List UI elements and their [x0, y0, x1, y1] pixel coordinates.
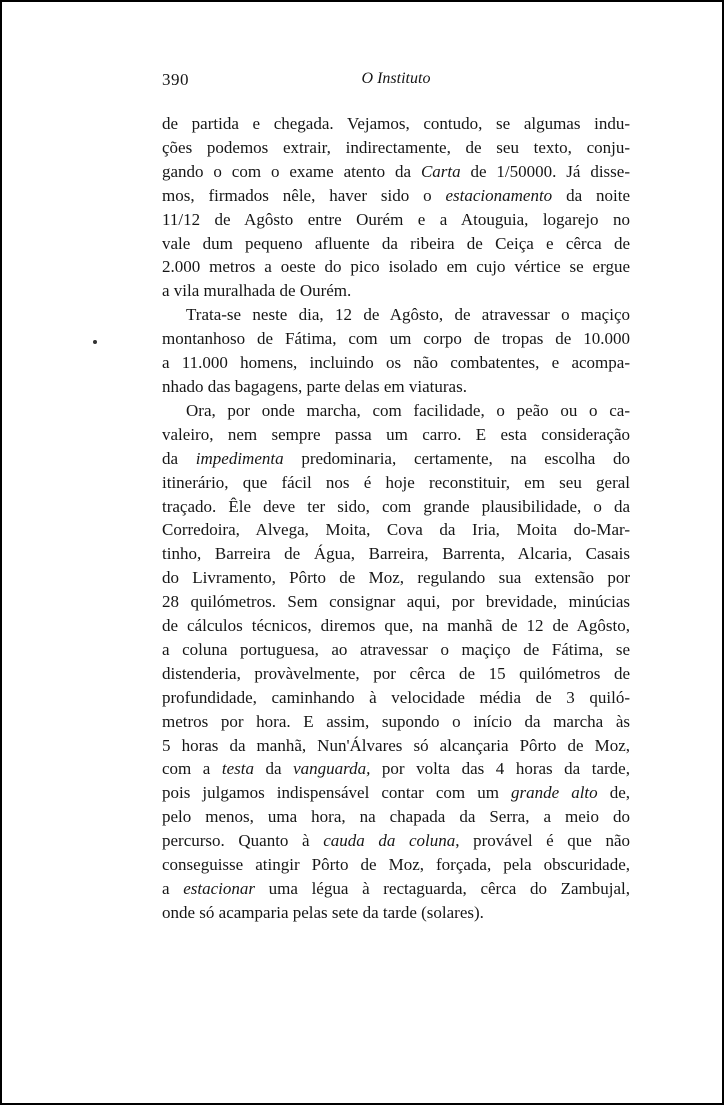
text-run: a coluna portuguesa, ao atravessar o maçiço de Fátima, se — [162, 639, 630, 659]
text-line — [162, 662, 630, 686]
text-run: ções podemos extrair, indirectamente, de seu texto, conju- — [162, 137, 630, 157]
text-line — [162, 423, 630, 447]
text-run: nhado das bagagens, parte delas em viaturas. — [162, 376, 467, 396]
text-run: pois julgamos indispensável contar com um — [162, 783, 511, 803]
text-line — [162, 614, 630, 638]
paragraph — [162, 303, 630, 399]
text-line — [162, 279, 630, 303]
text-line — [162, 590, 630, 614]
text-line — [162, 638, 630, 662]
text-run: do Livramento, Pôrto de Moz, regulando sua extensão por — [162, 568, 630, 588]
italic-term: impedimenta — [195, 448, 284, 468]
text-run: com a — [162, 759, 222, 779]
text-line — [162, 542, 630, 566]
margin-mark — [93, 340, 97, 344]
italic-term: estacionar — [183, 879, 255, 898]
running-title: O Instituto — [361, 70, 431, 87]
text-line — [162, 901, 630, 925]
paragraph — [162, 112, 630, 303]
text-run: de 1/50000. Já disse- — [460, 161, 630, 181]
text-run: itinerário, que fácil nos é hoje reconstituir, em seu geral — [162, 472, 630, 492]
text-line — [162, 853, 630, 877]
text-line — [162, 566, 630, 590]
text-line — [162, 208, 630, 232]
text-run: pelo menos, uma hora, na chapada da Serra, a meio do — [162, 807, 630, 827]
text-run: gando o com o exame atento da — [162, 161, 421, 181]
text-run: de partida e chegada. Vejamos, contudo, se algumas indu- — [162, 114, 630, 133]
text-line — [162, 829, 630, 853]
text-line — [162, 877, 630, 901]
text-line — [162, 518, 630, 542]
page-number: 390 — [162, 70, 189, 89]
text-run: da — [253, 759, 294, 779]
text-line — [162, 112, 630, 136]
paragraph — [162, 399, 630, 925]
text-run: uma légua à rectaguarda, cêrca do Zambujal, — [255, 879, 631, 898]
text-line — [162, 255, 630, 279]
text-run: onde só acamparia pelas sete da tarde (solares). — [162, 902, 484, 922]
text-line — [162, 757, 630, 781]
text-run: mos, firmados nêle, haver sido o — [162, 185, 446, 205]
text-line — [162, 734, 630, 758]
text-run: a 11.000 homens, incluindo os não combatentes, e acompa- — [162, 353, 630, 373]
text-run: , provável é que não — [455, 831, 630, 851]
text-run: da noite — [552, 185, 630, 205]
text-line — [162, 710, 630, 734]
text-run: valeiro, nem sempre passa um carro. E esta consideração — [162, 424, 630, 444]
text-line — [162, 303, 630, 327]
text-run: de cálculos técnicos, diremos que, na manhã de 12 de Agôsto, — [162, 616, 630, 636]
text-run: conseguisse atingir Pôrto de Moz, forçada, pela obscuridade, — [162, 855, 630, 875]
italic-term: vanguarda, — [293, 759, 371, 779]
text-line — [162, 399, 630, 423]
text-run: 11/12 de Agôsto entre Ourém e a Atouguia, logarejo no — [162, 209, 630, 229]
text-run: Corredoira, Alvega, Moita, Cova da Iria, Moita do-Mar- — [162, 520, 630, 540]
text-run: tinho, Barreira de Água, Barreira, Barrenta, Alcaria, Casais — [162, 544, 630, 564]
text-line — [162, 375, 630, 399]
text-run: percurso. Quanto à — [162, 831, 324, 851]
text-run: predominaria, certamente, na escolha do — [283, 448, 630, 468]
text-run: metros por hora. E assim, supondo o início da marcha às — [162, 711, 630, 731]
text-line — [162, 805, 630, 829]
text-run: distenderia, provàvelmente, por cêrca de 15 quilómetros de — [162, 663, 630, 683]
italic-term: cauda da coluna — [323, 831, 456, 851]
italic-term: estacionamento — [445, 185, 553, 205]
italic-term: Carta — [420, 161, 461, 181]
text-line — [162, 471, 630, 495]
text-run: 28 quilómetros. Sem consignar aqui, por brevidade, minúcias — [162, 592, 630, 612]
text-run: Ora, por onde marcha, com facilidade, o peão ou o ca- — [186, 400, 630, 420]
text-line — [162, 327, 630, 351]
text-line — [162, 136, 630, 160]
body-text — [162, 112, 630, 925]
text-line — [162, 160, 630, 184]
text-run: traçado. Êle deve ter sido, com grande plausibilidade, o da — [162, 496, 630, 516]
text-run: a vila muralhada de Ourém. — [162, 281, 352, 301]
text-run: de, — [597, 783, 631, 803]
text-run: 2.000 metros a oeste do pico isolado em cujo vértice se ergue — [162, 257, 630, 277]
italic-term: grande alto — [510, 783, 598, 803]
text-run: 5 horas da manhã, Nun'Álvares só alcançaria Pôrto de Moz, — [162, 735, 630, 755]
text-run: da — [162, 448, 196, 468]
text-line — [162, 686, 630, 710]
text-run: Trata-se neste dia, 12 de Agôsto, de atravessar o maçiço — [186, 305, 630, 325]
text-line — [162, 351, 630, 375]
page-header — [162, 70, 630, 94]
text-line — [162, 447, 630, 471]
italic-term: testa — [221, 759, 254, 779]
text-run: vale dum pequeno afluente da ribeira de Ceiça e cêrca de — [162, 233, 630, 253]
text-line — [162, 781, 630, 805]
text-run: a — [162, 879, 184, 898]
text-line — [162, 495, 630, 519]
text-run: montanhoso de Fátima, com um corpo de tropas de 10.000 — [162, 329, 630, 349]
text-run: por volta das 4 horas da tarde, — [370, 759, 630, 779]
text-line — [162, 184, 630, 208]
text-run: profundidade, caminhando à velocidade média de 3 quiló- — [162, 687, 630, 707]
text-line — [162, 232, 630, 256]
